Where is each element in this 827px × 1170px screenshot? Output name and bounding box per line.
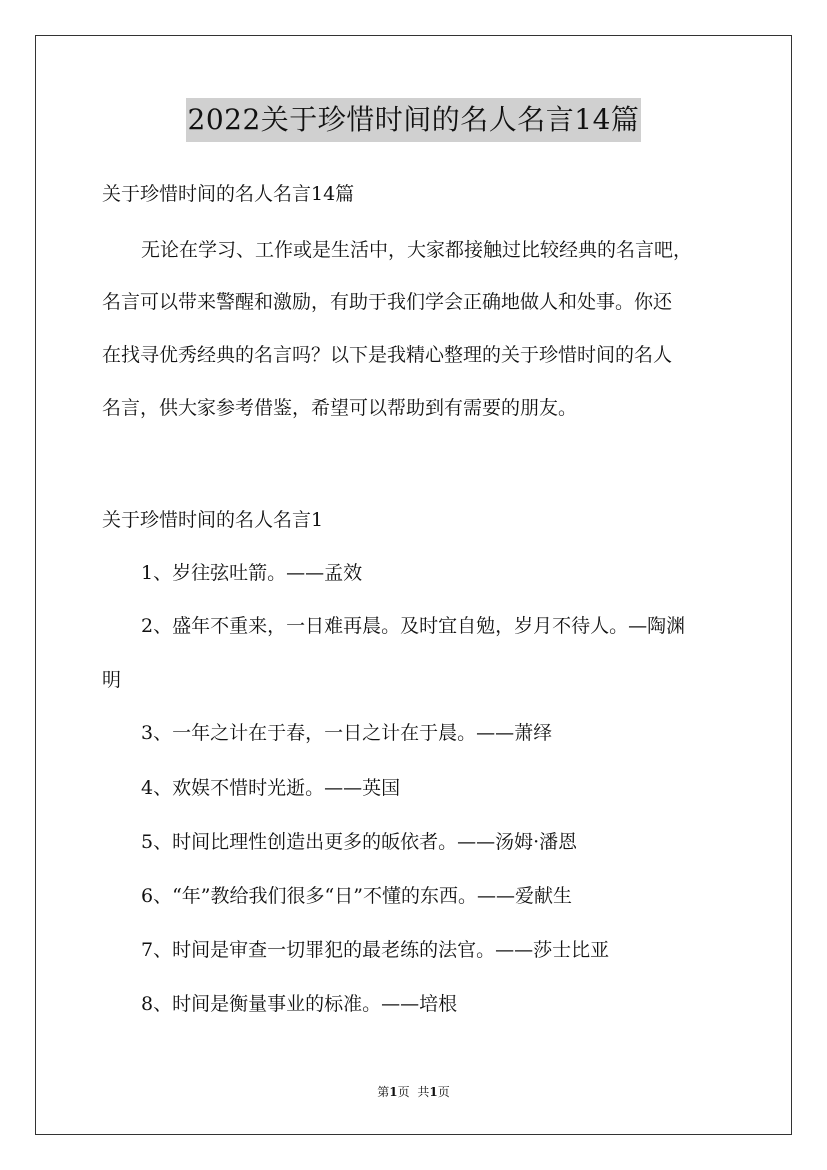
section-heading: 关于珍惜时间的名人名言1 [102,509,324,531]
page-number: 1 [389,1085,398,1099]
page-suffix: 页 [397,1085,410,1099]
intro-line-3: 在找寻优秀经典的名言吗？以下是我精心整理的关于珍惜时间的名人 [102,344,673,366]
total-suffix: 页 [437,1085,450,1099]
intro-line-2: 名言可以带来警醒和激励，有助于我们学会正确地做人和处事。你还 [102,291,673,313]
quote-7: 7、时间是审查一切罪犯的最老练的法官。——莎士比亚 [141,939,610,961]
intro-line-1: 无论在学习、工作或是生活中，大家都接触过比较经典的名言吧， [141,239,693,261]
quote-3: 3、一年之计在于春，一日之计在于晨。——萧绎 [141,722,553,744]
document-title: 2022关于珍惜时间的名人名言14篇 [186,98,642,142]
quote-5: 5、时间比理性创造出更多的皈依者。——汤姆·潘恩 [141,831,578,853]
intro-line-4: 名言，供大家参考借鉴，希望可以帮助到有需要的朋友。 [102,397,578,419]
quote-2: 2、盛年不重来，一日难再晨。及时宜自勉，岁月不待人。—陶渊 [141,615,686,637]
title-wrap [0,98,827,142]
document-subtitle: 关于珍惜时间的名人名言14篇 [102,183,355,205]
quote-6: 6、“年”教给我们很多“日”不懂的东西。——爱献生 [141,885,572,907]
page-prefix: 第 [377,1085,390,1099]
quote-1: 1、岁往弦吐箭。——孟效 [141,562,363,584]
total-prefix: 共 [417,1085,430,1099]
quote-4: 4、欢娱不惜时光逝。——英国 [141,777,401,799]
quote-8: 8、时间是衡量事业的标准。——培根 [141,993,458,1015]
page-footer [0,1084,827,1100]
total-number: 1 [429,1085,438,1099]
quote-2-continued: 明 [102,669,122,691]
